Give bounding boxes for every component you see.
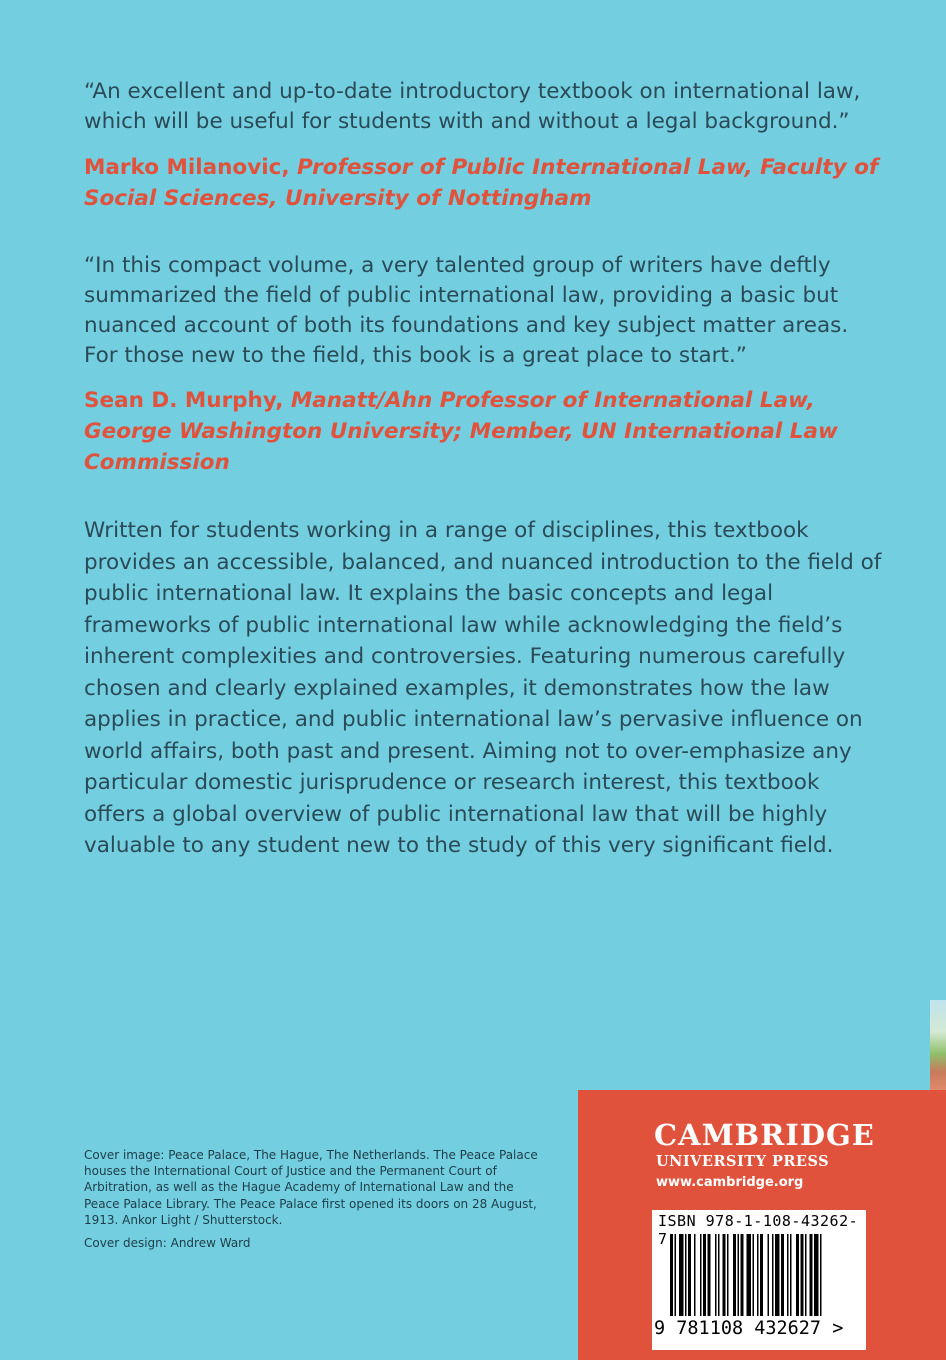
publisher-url: www.cambridge.org — [656, 1175, 804, 1190]
cover-image-credit: Cover image: Peace Palace, The Hague, The Netherlands. The Peace Palace houses the International Court of Justice and the Permanent Court of Arbitration, as well as the Hague Academy of International Law and the Peace Palace Library. The Peace Palace first opened its doors on 28 August, 1913. Ankor Light / Shutterstock. — [84, 1148, 538, 1227]
quote-2-attribution — [84, 385, 884, 478]
quote-2-text: “In this compact volume, a very talented group of writers have deftly summarized the field of public international law, providing a basic but nuanced account of both its foundations and key subject matter areas. For those new to the field, this book is a great place to start.” — [84, 253, 849, 368]
isbn-label: ISBN 978-1-108-43262-7 — [658, 1212, 859, 1248]
quote-1-attribution — [84, 152, 884, 214]
publisher-press: UNIVERSITY PRESS — [656, 1153, 830, 1170]
book-description: Written for students working in a range of disciplines, this textbook provides an accessible, balanced, and nuanced introduction to the field of public international law. It explains the basic concepts and legal frameworks of public international law while acknowledging the field’s inherent complexities and controversies. Featuring numerous carefully chosen and clearly explained examples, it demonstrates how the law applies in practice, and public international law’s pervasive influence on world affairs, both past and present. Aiming not to over-emphasize any particular domestic jurisprudence or research interest, this textbook offers a global overview of public international law that will be highly valuable to any student new to the study of this very significant field. — [84, 518, 882, 858]
publisher-panel — [578, 1090, 946, 1360]
cover-design-credit: Cover design: Andrew Ward — [84, 1236, 251, 1250]
quote-1-name: Marko Milanovic, — [84, 155, 290, 180]
cover-photo-edge — [930, 1000, 946, 1090]
quote-2-role: Manatt/Ahn Professor of International Law, George Washington University; Member, UN International Law Commission — [84, 388, 838, 475]
quote-1-text: “An excellent and up-to-date introductory textbook on international law, which will be useful for students with and without a legal background.” — [84, 79, 861, 134]
barcode-icon — [652, 1232, 866, 1318]
quote-1-role: Professor of Public International Law, Faculty of Social Sciences, University of Nottingham — [84, 155, 879, 211]
quote-2-name: Sean D. Murphy, — [84, 388, 284, 413]
barcode-digits: 9 781108 432627 > — [654, 1318, 844, 1339]
barcode-box — [652, 1210, 866, 1350]
publisher-name: CAMBRIDGE — [654, 1118, 875, 1152]
